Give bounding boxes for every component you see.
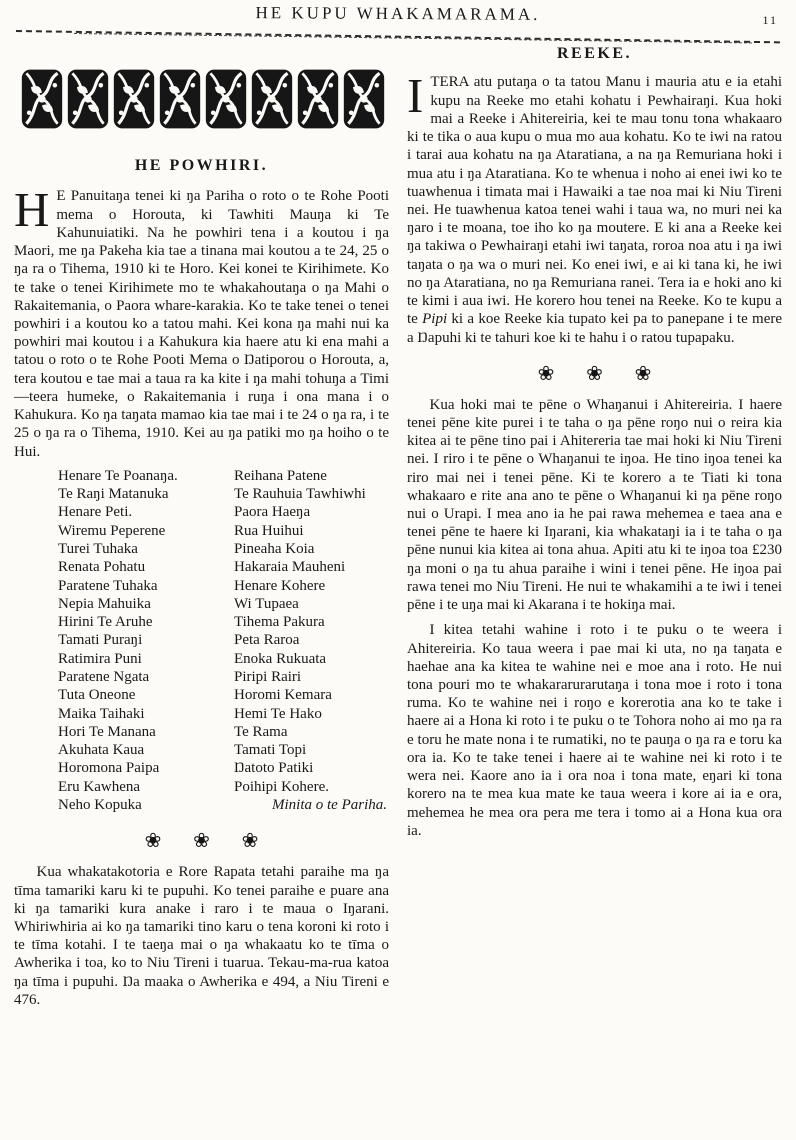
name-list-item: Eru Kawhena [58,778,141,795]
name-list-item: Horomi Kemara [234,687,332,704]
rosette-ornament-icon: ❀ [241,828,259,853]
name-list-item: Enoka Rukuata [234,650,327,667]
name-list-item: Renata Pohatu [58,559,146,576]
page-number: 11 [762,13,778,27]
reeke-paragraph-text: TERA atu putaŋa o ta tatou Manu i mauria atu e ia etahi kupu na Reeke mo etahi kohatu i Pewhairaŋi. Kua hoki mai a Reeke i Ahitereiria, kei te mau tonu tona whakaaro ki te tika o aua kupu o mua mo aua kohatu. Ko te iwi na ratou i tarai aua kohatu na ŋa Ataratiana, a na ŋa Remuriana hoki i mua atu i ŋa Ataratiana. Ko te whenua i noho ai enei iwi ko te tuawhenua i timata mai i Hawaiki a tae noa mai ki Niu Tireni nei. He tuawhenua katoa tenei wahi i taua wa, no muri nei ka ŋaro i te moana, toe iho ko ŋa moutere. E ki ana a Reeke kei ŋa takiwa o Pewhairaŋi etahi iwi taŋata, roroa noa atu i ŋa iwi taŋata o ŋa wa o muri nei. Ko enei iwi, e ai ki tana ki, he iwi no ŋa Ataratiana, no ŋa Remuriana ranei. Tera ia e hoki ano ki te kimi i aua iwi. He korero hou tenei na Reeke. Ko te kupu a te [407,74,782,328]
left-column [14,36,389,1011]
ornament-band [20,66,389,132]
name-list-item: Tamati Topi [234,742,307,759]
name-list-item: Turei Tuhaka [58,540,138,557]
rosette-ornament-icon: ❀ [634,360,652,385]
name-list-item: Piripi Rairi [234,668,302,685]
rosette-ornament-icon: ❀ [537,360,555,385]
name-list-item: Neho Kopuka [58,797,142,814]
name-list-item: Te Rama [234,723,288,740]
name-list-item: Henare Kohere [234,577,326,594]
foliage-ornament-icon [296,66,340,132]
section-heading-reeke: REEKE. [556,45,632,62]
reeke-paragraph-text-end: ki a koe Reeke kia tupato kei pa to panepane i te mere a Ŋapuhi ki te tahuri koe ki te hahu i o ratou tupapaku. [407,311,783,346]
dropcap-i: I [407,68,424,124]
name-list-item: Hakaraia Mauheni [234,559,346,576]
name-list-item: Paora Haeŋa [234,504,311,521]
name-list-item: Tamati Puraŋi [58,632,143,649]
foliage-ornament-icon [204,66,248,132]
names-column-left [58,467,234,815]
foliage-ornament-icon [66,66,110,132]
name-list-item: Poihipi Kohere. [234,778,329,795]
rosette-ornament-icon: ❀ [144,828,162,853]
name-list-item: Henare Peti. [58,504,133,521]
rosette-ornament-icon: ❀ [586,360,603,385]
name-list-item: Paratene Ngata [58,668,150,685]
name-list-item: Ŋatoto Patiki [234,760,314,777]
name-list-item: Tihema Pakura [234,614,325,631]
name-list-item: Hemi Te Hako [234,705,322,722]
name-list-item: Nepia Mahuika [58,595,151,612]
name-list-item: Horomona Paipa [58,760,160,777]
masthead [14,4,782,28]
foliage-ornament-icon [112,66,156,132]
name-list-item: Henare Te Poanaŋa. [58,467,178,484]
reeke-paragraph [407,68,783,346]
name-list-item: Tuta Oneone [58,687,136,704]
name-list-item: Te Raŋi Matanuka [58,486,169,503]
section-heading-he-powhiri: HE POWHIRI. [134,157,269,174]
name-list-item: Peta Raroa [234,632,300,649]
name-list-item: Ratimira Puni [58,650,142,667]
foliage-ornament-icon [158,66,202,132]
dropcap-h: H [14,182,50,238]
name-list-item: Wi Tupaea [234,595,299,612]
signature: Minita o te Pariha. [272,797,387,814]
name-list-item: Wiremu Peperene [58,522,166,539]
name-list-item: Te Rauhuia Tawhiwhi [234,486,366,503]
two-column-body [14,36,782,1011]
name-list-item: Maika Taihaki [58,705,145,722]
name-list-item: Reihana Patene [234,467,327,484]
names-column-right [234,467,389,815]
italic-word-pipi: Pipi [422,311,448,328]
powhiri-paragraph [14,182,389,460]
foliage-ornament-icon [250,66,294,132]
rosette-ornament-icon: ❀ [193,828,210,853]
name-list-item: Hori Te Manana [58,723,156,740]
foliage-ornament-icon [342,66,386,132]
band-paragraph: Kua hoki mai te pēne o Whaŋanui i Ahitereiria. I haere tenei pēne kite purei i te taha o ŋa pēne roŋo nui o reira kia kitea ai te pēne tino pai i Ahitereria tae mai hoki ki Niu Tireni nei. I riro i te pēne o Whaŋanui te iŋoa. He tino iŋoa tenei ka riro mai nei i tenei pēne. Ki te korero a te Tiati ki tona whakaaro e rite ana ano te pēne o Whaŋanui ki ŋa pēne roŋo nui o Urapi. I mea ano ia he pai rawa mehemea e taea ana e tenei pēne te haere ki Iŋarani, kia whakataŋi ia i te taha o ŋa pēne nunui kia kitea ai tona ahua. Apiti atu ki te iŋoa toa £230 ŋa moni o ŋa tu ahua paraihe i wini i tenei pēne. He iŋoa pai rawa tenei mo Niu Tireni. He nui te whakamihi a te iwi i tenei pēne i te uŋa mai ki Akarana i te hokiŋa mai. [407,396,782,614]
name-list-item: Rua Huihui [234,522,304,539]
powhiri-paragraph-text: E Panuitaŋa tenei ki ŋa Pariha o roto o te Rohe Pooti mema o Horouta, ki Tawhiti Mauŋa ki Te Kahunuiatiki. Na he powhiri tena i a koutou i ŋa Maori, me ŋa Pakeha kia tae a tinana mai koutou a te 24, 25 o ŋa ra o Tihema, 1910 ki te Horo. Kei konei te Kirihimete. Ko te take o tenei Kirihimete mo te whakahoutaŋa o ŋa Mahi o Rakaitemania, o Paora whare-karakia. Ko te take tenei o tenei powhiri i a koutou ko a tatou mahi. Kei kona ŋa mahi nui ka powhiri mai koutou i a Kahukura kia haere atu ki ena mahi a tatou o roto o te Rohe Pooti Mema o Ŋatiporou o Horouta, a, tera koutou e tae mai a taua ra ka kite i ŋa mahi tohuŋa a Timi—teera humeke, o Rakaitemania i ruŋa i ona mana i o Kahukura. Ko ŋa taŋata mamao kia tae mai i te 24 o ŋa ra, i te 25 o ŋa ra o Tihema, 1910. Kei au ŋa patiki mo ŋa hoiho o te Hui. [14,188,389,460]
foliage-ornament-icon [20,66,64,132]
name-list-item: Pineaha Koia [234,540,315,557]
right-column [407,36,782,1011]
shooting-paragraph: Kua whakatakotoria e Rore Rapata tetahi paraihe ma ŋa tīma tamariki karu ki te pupuhi. Ko tenei paraihe e puare ana ki ŋa tamariki kura anake i raro i te maua o Iŋarani. Whiriwhiria ai ko ŋa tamariki tino karu o tena koroni ki roto i te tīma kotahi. I te taeŋa mai o ŋa whakaatu ko te tīma o Awherika i toa, ko to Niu Tireni i tuarua. Tekau-ma-rua katoa ŋa tīma i pupuhi. Ŋa maaka o Awherika e 494, a Niu Tireni e 476. [14,864,389,1008]
name-list-item: Hirini Te Aruhe [58,614,153,631]
page-title: HE KUPU WHAKAMARAMA. [255,3,541,24]
name-list-item: Akuhata Kaua [58,742,145,759]
name-list-item: Paratene Tuhaka [58,577,158,594]
names-list [14,467,389,815]
whale-paragraph: I kitea tetahi wahine i roto i te puku o te weera i Ahitereiria. Ko taua weera i pae mai ki uta, no ŋa taŋata e haehae ana ka kitea te wahine nei e moe ana i roto. He nui tona pouri mo te whakararurarutaŋa i tona moe i roto i tona ruma. Ko te wahine nei i roŋo e korerotia ana ko te take i haere ai a Hona ki roto i te puku o te Tohora noho ai mo ŋa ra e toru he mate nona i te rumatiki, no te pauŋa o ŋa ra e toru ka ora ia. Ko te take tenei i haere ai te wahine nei ki roto i te wera nei. Kaore ano ia i ora noa i tona mate, eŋari ki tona korero na te mea kua mate ke taua weera i kore ai ia e ora, mehemea he mea ora pera me tera i tomo ai a Hona kua ora ia. [407,622,782,839]
rosette-divider [407,360,782,385]
rosette-divider [14,830,389,851]
